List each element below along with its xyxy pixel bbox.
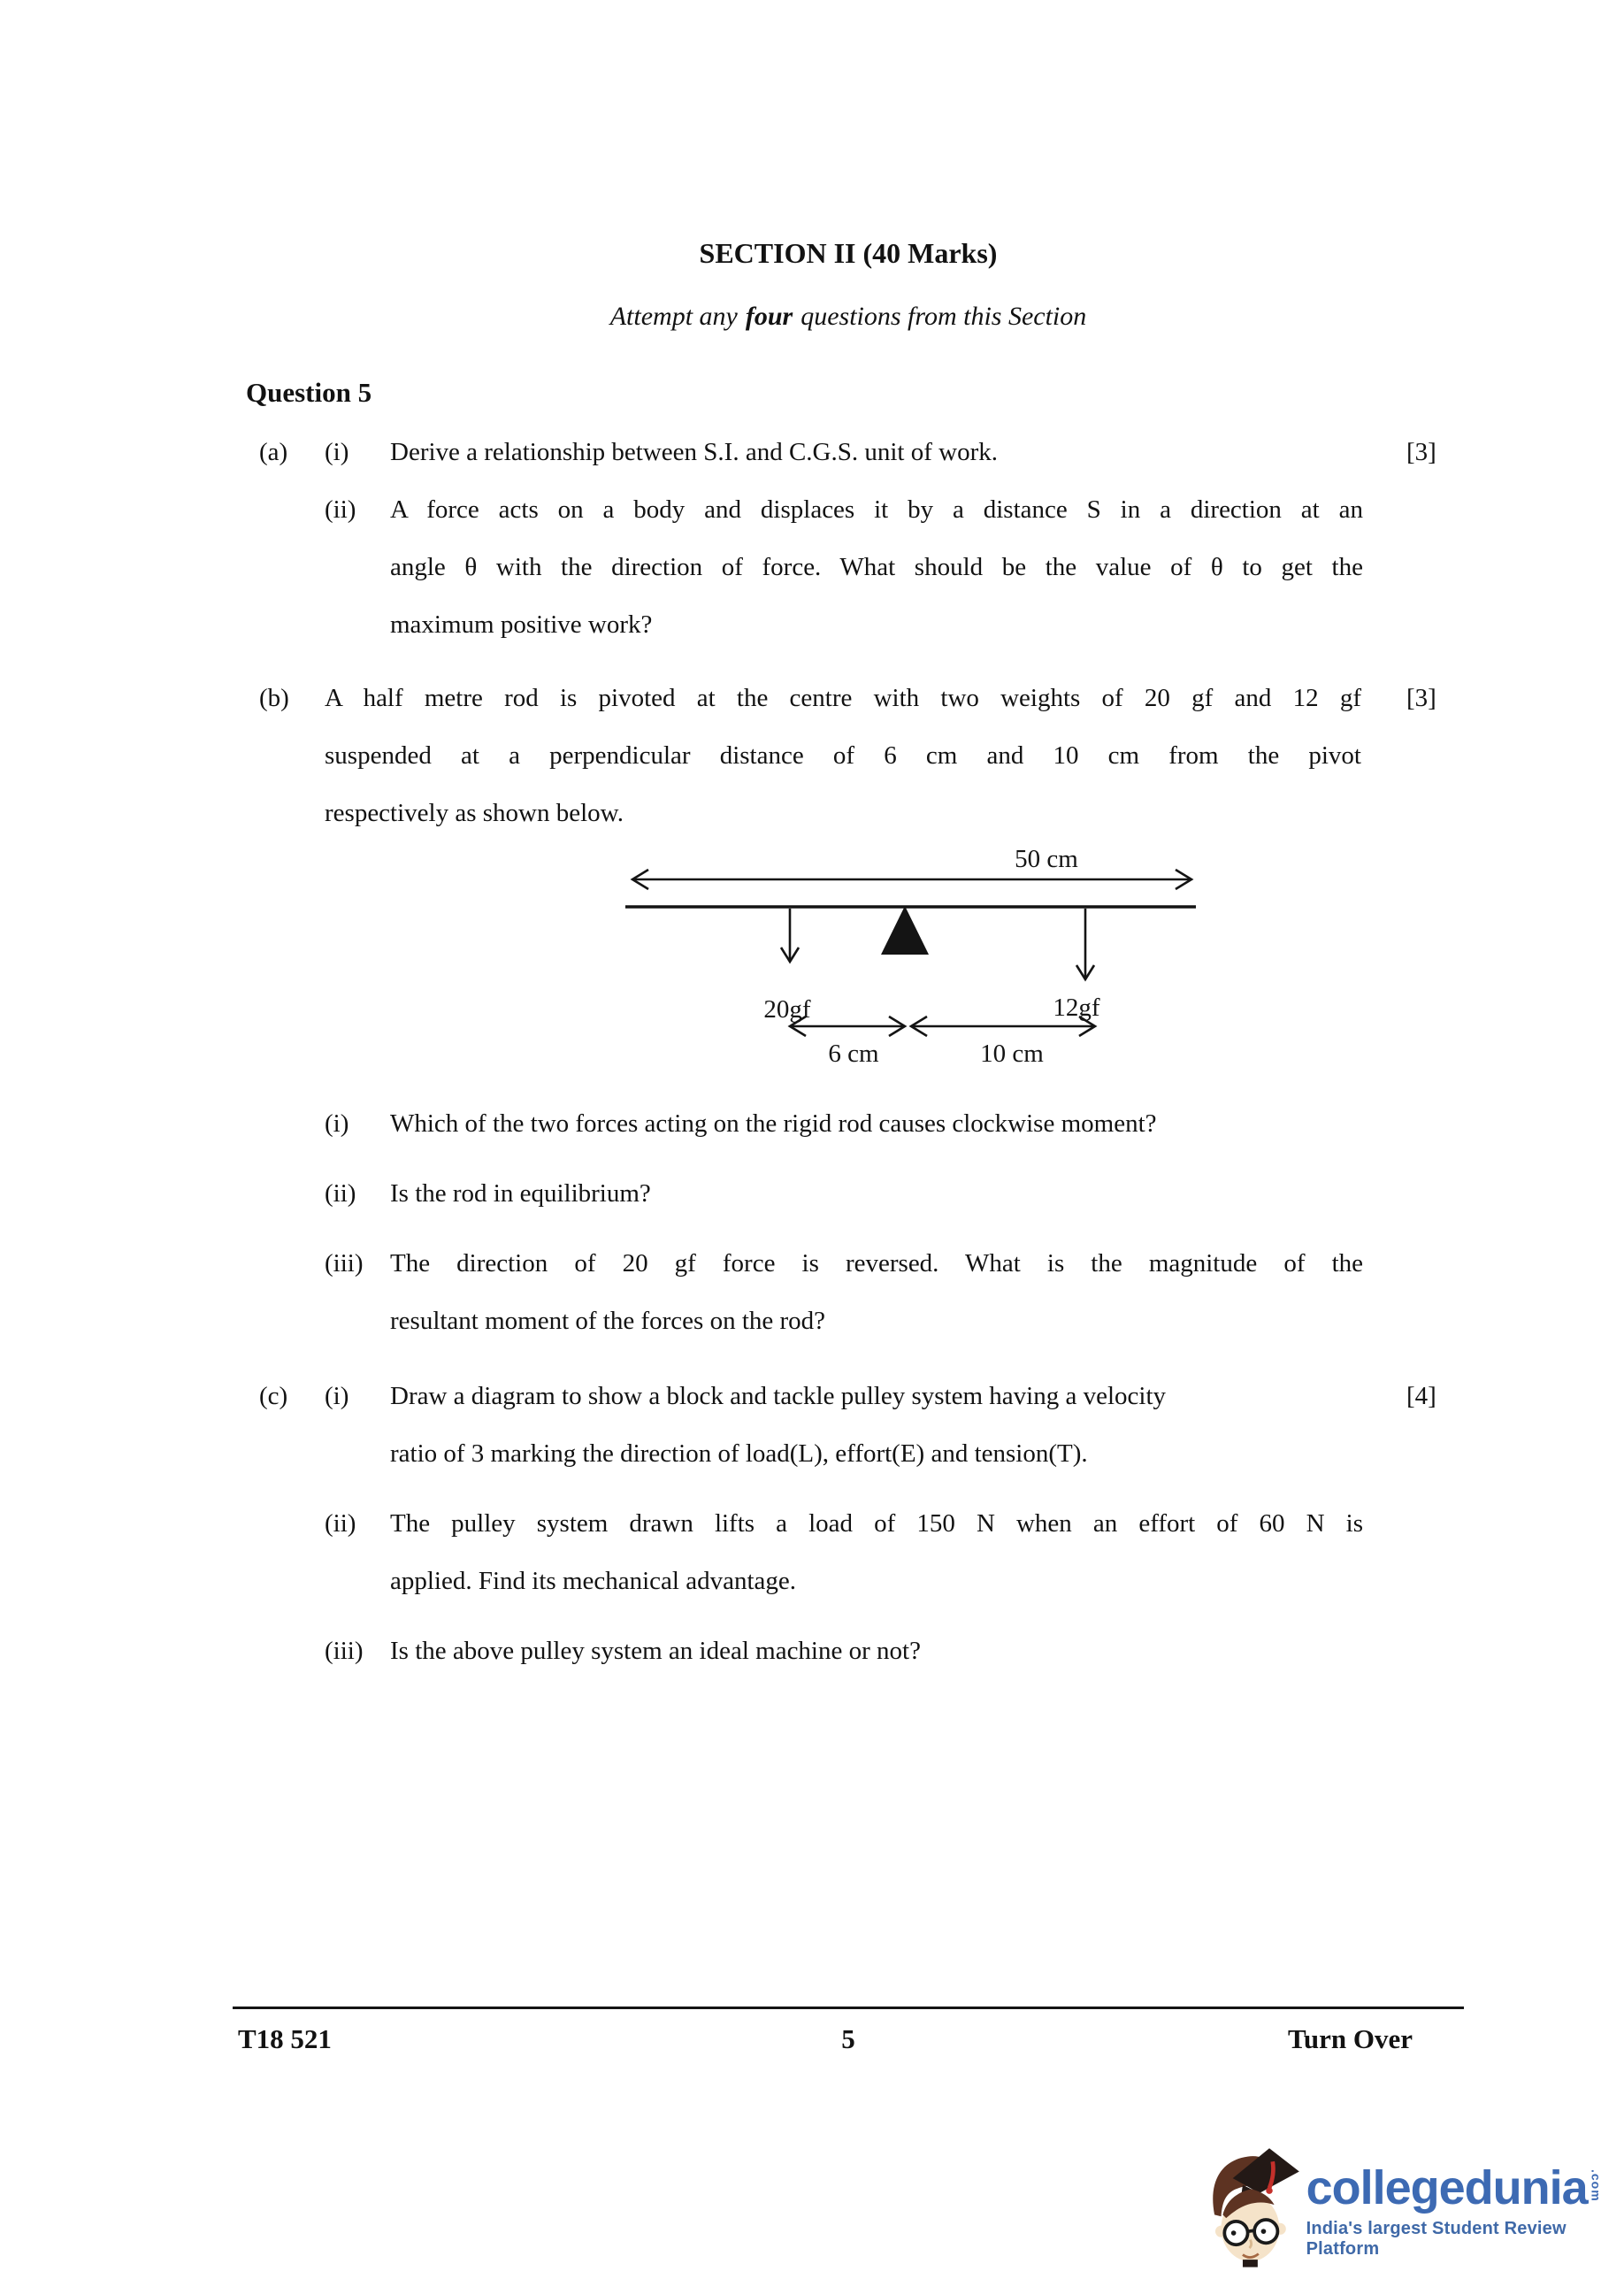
item-a-i-label: (i) (325, 438, 349, 466)
brand-tagline: India's largest Student Review Platform (1306, 2219, 1567, 2259)
text-line: Draw a diagram to show a block and tackle pulley system having a velocity (390, 1382, 1166, 1410)
item-b-iii-text (390, 1235, 1363, 1350)
item-b-i (325, 1095, 1363, 1153)
brand-tld: .com (1589, 2169, 1604, 2202)
item-b-iii-label: (iii) (325, 1249, 364, 1278)
page-header (233, 234, 1464, 411)
left-distance-label: 6 cm (828, 1040, 879, 1068)
item-c-i (325, 1368, 1363, 1483)
question-part-c (0, 1368, 1624, 1680)
text-line: resultant moment of the forces on the rod? (390, 1307, 826, 1335)
text-line: A force acts on a body and displaces it by a distance S in a direction at an (390, 495, 1363, 524)
item-a-ii (325, 481, 1363, 654)
instruction-post: questions from this Section (801, 302, 1087, 331)
part-b-marks: [3] (1406, 684, 1436, 712)
text-line: maximum positive work? (390, 610, 653, 639)
part-b-body (325, 670, 1363, 1350)
text-line: Which of the two forces acting on the rigid rod causes clockwise moment? (390, 1109, 1157, 1138)
left-force-label: 20gf (763, 995, 811, 1024)
page-footer (233, 2007, 1464, 2062)
logo-text-block (1306, 2139, 1624, 2260)
text-line: applied. Find its mechanical advantage. (390, 1567, 797, 1595)
item-b-ii-label: (ii) (325, 1179, 356, 1208)
item-a-ii-text (390, 481, 1363, 654)
item-a-i (325, 424, 1363, 481)
part-c-body (325, 1368, 1363, 1680)
brand-name: collegedunia (1306, 2161, 1588, 2214)
item-b-ii (325, 1165, 1363, 1223)
text-line: suspended at a perpendicular distance of 6 cm and 10 cm from the pivot (325, 741, 1361, 770)
footer-row (233, 2023, 1464, 2062)
text-line: Derive a relationship between S.I. and C.G.S. unit of work. (390, 438, 998, 466)
item-a-i-text (390, 424, 1363, 481)
right-distance-label: 10 cm (980, 1040, 1044, 1068)
question-number-title: Question 5 (246, 377, 372, 408)
item-c-ii-text (390, 1495, 1363, 1610)
part-b-intro (325, 670, 1361, 842)
part-c-label: (c) (259, 1382, 288, 1410)
item-c-iii-text (390, 1623, 1363, 1680)
text-line: Is the rod in equilibrium? (390, 1179, 651, 1208)
part-c-marks: [4] (1406, 1382, 1436, 1410)
fulcrum-icon (881, 906, 929, 955)
instruction-bold-word: four (745, 302, 793, 331)
graduate-mascot-icon (1201, 2139, 1303, 2274)
item-c-iii-label: (iii) (325, 1637, 364, 1665)
part-b-label: (b) (259, 684, 289, 712)
text-line: A half metre rod is pivoted at the centre with two weights of 20 gf and 12 gf (325, 684, 1361, 712)
turn-over-label: Turn Over (1288, 2023, 1413, 2054)
right-force-label: 12gf (1053, 994, 1100, 1022)
question-part-a (0, 424, 1624, 654)
question-part-b (0, 670, 1624, 1350)
rod-length-label: 50 cm (1015, 845, 1078, 873)
item-c-i-label: (i) (325, 1382, 349, 1410)
text-line: respectively as shown below. (325, 799, 624, 827)
rod-moment-diagram (625, 844, 1206, 1078)
item-c-ii-label: (ii) (325, 1509, 356, 1538)
left-force-arrow (781, 909, 799, 962)
text-line: Is the above pulley system an ideal machine or not? (390, 1637, 921, 1665)
collegedunia-logo (1201, 2139, 1624, 2279)
item-c-ii (325, 1495, 1363, 1610)
rod-moment-diagram-svg (625, 844, 1206, 1078)
item-a-ii-label: (ii) (325, 495, 356, 524)
rod-length-arrow (632, 870, 1191, 889)
part-a-label: (a) (259, 438, 288, 466)
item-b-i-text (390, 1095, 1363, 1153)
section-instruction (233, 298, 1464, 335)
instruction-pre: Attempt any (609, 302, 738, 331)
part-a-marks: [3] (1406, 438, 1436, 466)
brand-row (1306, 2161, 1624, 2214)
item-c-iii (325, 1623, 1363, 1680)
page-number: 5 (841, 2023, 855, 2054)
text-line: The pulley system drawn lifts a load of 150 N when an effort of 60 N is (390, 1509, 1363, 1538)
right-force-arrow (1076, 909, 1094, 979)
text-line: angle θ with the direction of force. What should be the value of θ to get the (390, 553, 1363, 581)
item-b-i-label: (i) (325, 1109, 349, 1138)
item-b-iii (325, 1235, 1363, 1350)
part-a-body (325, 424, 1363, 654)
section-title: SECTION II (40 Marks) (699, 237, 998, 269)
paper-code: T18 521 (238, 2023, 332, 2054)
text-line: ratio of 3 marking the direction of load(L), effort(E) and tension(T). (390, 1439, 1088, 1468)
item-c-i-text (390, 1368, 1363, 1483)
text-line: The direction of 20 gf force is reversed. What is the magnitude of the (390, 1249, 1363, 1278)
item-b-ii-text (390, 1165, 1363, 1223)
